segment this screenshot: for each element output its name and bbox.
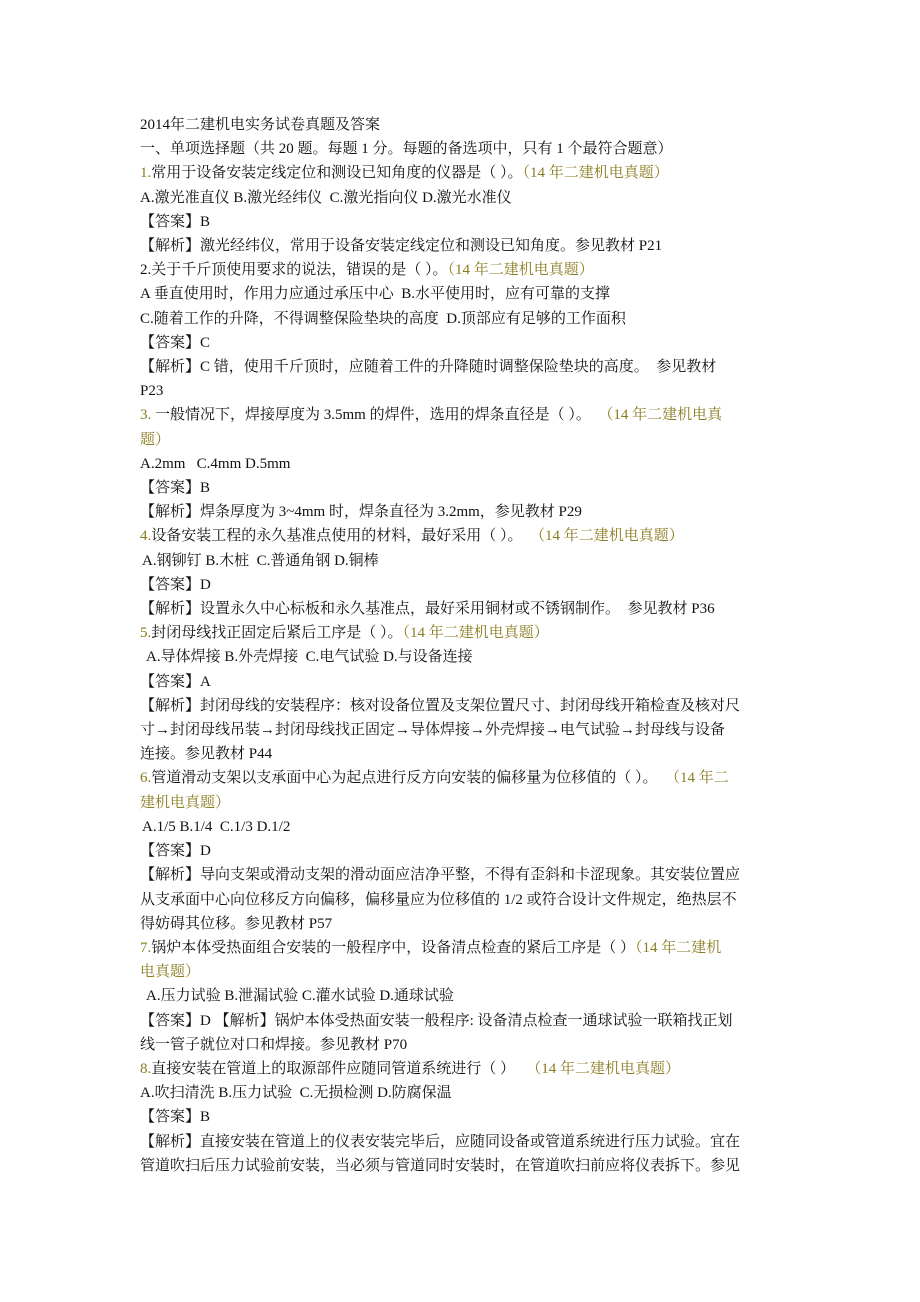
question-5-stem (140, 621, 785, 645)
question-5-answer: 【答案】A (140, 673, 211, 690)
question-6-stem (140, 766, 785, 790)
question-number: 8. (140, 1060, 152, 1077)
question-2-options-line-1: A 垂直使用时，作用力应通过承压中心 B.水平使用时，应有可靠的支撑 (140, 286, 611, 303)
question-8-analysis-line-2: 管道吹扫后压力试验前安装，当必须与管道同时安装时，在管道吹扫前应将仪表拆下。参见 (140, 1157, 741, 1174)
question-6-answer: 【答案】D (140, 843, 211, 860)
document-page (140, 113, 785, 1178)
question-1-analysis: 【解析】激光经纬仪，常用于设备安装定线定位和测设已知角度。参见教材 P21 (140, 238, 663, 255)
question-6-options: A.1/5 B.1/4 C.1/3 D.1/2 (142, 818, 291, 835)
question-4-analysis: 【解析】设置永久中心标板和永久基准点，最好采用铜材或不锈钢制作。 参见教材 P36 (140, 601, 715, 618)
question-number: 4. (140, 528, 152, 545)
question-2-stem (140, 258, 785, 282)
question-6-analysis-line-2: 从支承面中心向位移反方向偏移，偏移量应为位移值的 1/2 或符合设计文件规定，绝热层不 (140, 891, 737, 908)
question-text: 设备安装工程的永久基准点使用的材料，最好采用（ ）。 (151, 528, 531, 545)
question-text: 一般情况下，焊接厚度为 3.5mm 的焊件，选用的焊条直径是（ ）。 (151, 407, 599, 424)
question-3-options: A.2mm C.4mm D.5mm (140, 455, 291, 472)
question-5-analysis-line-3: 连接。参见教材 P44 (140, 746, 273, 763)
question-text: 锅炉本体受热面组合安装的一般程序中，设备清点检查的紧后工序是（ ） (151, 939, 636, 956)
question-7-answer-analysis-line-1: 【答案】D 【解析】锅炉本体受热面安装一般程序: 设备清点检查一通球试验一联箱找正划 (140, 1012, 733, 1029)
question-number: 7. (140, 939, 152, 956)
question-4-answer: 【答案】D (140, 576, 211, 593)
question-text: 直接安装在管道上的取源部件应随同管道系统进行（ ） (151, 1060, 527, 1077)
source-tag: （14 年二 (665, 770, 729, 787)
question-text: 封闭母线找正固定后紧后工序是（ ）。 (151, 625, 403, 642)
section-heading: 一、单项选择题（共 20 题。每题 1 分。每题的备选项中，只有 1 个最符合题意） (140, 141, 673, 158)
source-tag: （14 年二建机电真题） (522, 165, 669, 182)
question-7-tag-continued: 电真题） (140, 964, 201, 981)
question-5-options: A.导体焊接 B.外壳焊接 C.电气试验 D.与设备连接 (146, 649, 473, 666)
question-text: 管道滑动支架以支承面中心为起点进行反方向安装的偏移量为位移值的（ ）。 (151, 770, 666, 787)
question-text: 常用于设备安装定线定位和测设已知角度的仪器是（ ）。 (151, 165, 523, 182)
question-number: 1. (140, 165, 152, 182)
question-7-stem (140, 936, 785, 960)
question-5-analysis-line-1: 【解析】封闭母线的安装程序：核对设备位置及支架位置尺寸、封闭母线开箱检查及核对尺 (140, 697, 741, 714)
question-3-analysis: 【解析】焊条厚度为 3~4mm 时，焊条直径为 3.2mm，参见教材 P29 (140, 504, 582, 521)
question-4-options: A.钢铆钉 B.木桩 C.普通角钢 D.铜棒 (142, 552, 379, 569)
question-8-stem (140, 1057, 785, 1081)
question-7-answer-analysis-line-2: 线一管子就位对口和焊接。参见教材 P70 (140, 1036, 408, 1053)
question-2-analysis-line-2: P23 (140, 383, 164, 400)
question-8-analysis-line-1: 【解析】直接安装在管道上的仪表安装完毕后，应随同设备或管道系统进行压力试验。宜在 (140, 1133, 741, 1150)
question-3-tag-continued: 题） (140, 431, 171, 448)
source-tag: （14 年二建机电真题） (402, 625, 549, 642)
question-6-analysis-line-1: 【解析】导向支架或滑动支架的滑动面应洁净平整，不得有歪斜和卡涩现象。其安装位置应 (140, 867, 741, 884)
question-5-analysis-line-2: 寸→封闭母线吊装→封闭母线找正固定→导体焊接→外壳焊接→电气试验→封母线与设备 (140, 722, 726, 739)
question-number: 2. (140, 262, 152, 279)
source-tag: （14 年二建机电真题） (526, 1060, 681, 1077)
question-text: 关于千斤顶使用要求的说法，错误的是（ ）。 (151, 262, 448, 279)
question-1-options: A.激光准直仪 B.激光经纬仪 C.激光指向仪 D.激光水准仪 (140, 189, 512, 206)
question-8-options: A.吹扫清洗 B.压力试验 C.无损检测 D.防腐保温 (140, 1085, 452, 1102)
question-number: 6. (140, 770, 152, 787)
source-tag: （14 年二建机电真题） (447, 262, 594, 279)
source-tag: （14 年二建机电真 (598, 407, 723, 424)
question-6-tag-continued: 建机电真题） (140, 794, 231, 811)
question-4-stem (140, 524, 785, 548)
question-2-answer: 【答案】C (140, 334, 211, 351)
question-number: 3. (140, 407, 152, 424)
question-1-answer: 【答案】B (140, 213, 211, 230)
question-7-options: A.压力试验 B.泄漏试验 C.灌水试验 D.通球试验 (146, 988, 454, 1005)
question-number: 5. (140, 625, 152, 642)
question-2-analysis-line-1: 【解析】C 错，使用千斤顶时，应随着工件的升降随时调整保险垫块的高度。 参见教材 (140, 359, 717, 376)
source-tag: （14 年二建机 (635, 939, 722, 956)
question-1-stem (140, 161, 785, 185)
question-6-analysis-line-3: 得妨碍其位移。参见教材 P57 (140, 915, 333, 932)
question-3-stem (140, 403, 785, 427)
question-2-options-line-2: C.随着工作的升降，不得调整保险垫块的高度 D.顶部应有足够的工作面积 (140, 310, 626, 327)
document-title: 2014年二建机电实务试卷真题及答案 (140, 117, 381, 133)
source-tag: （14 年二建机电真题） (530, 528, 684, 545)
question-3-answer: 【答案】B (140, 480, 211, 497)
question-8-answer: 【答案】B (140, 1109, 211, 1126)
